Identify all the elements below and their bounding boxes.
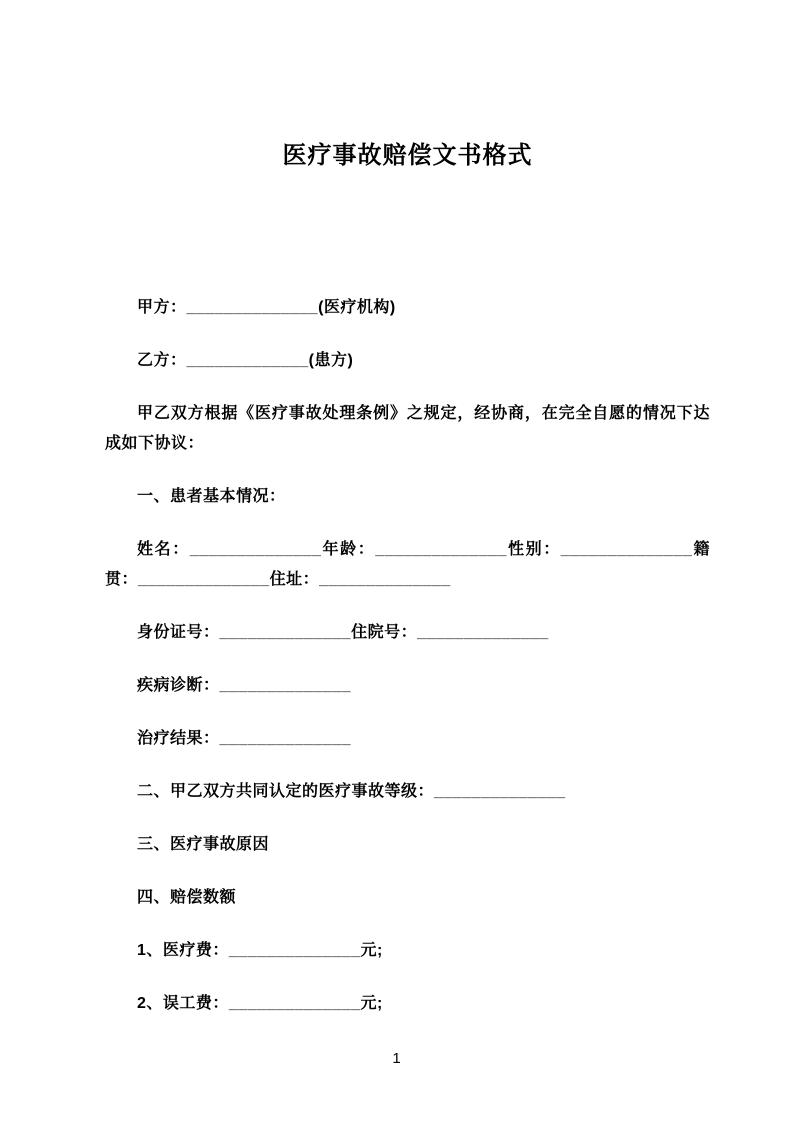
document-title: 医疗事故赔偿文书格式 [282,142,533,169]
intro-paragraph: 甲乙双方根据《医疗事故处理条例》之规定，经协商，在完全自愿的情况下达成如下协议： [105,405,710,452]
page-number: 1 [392,1050,401,1067]
section1-heading: 一、患者基本情况： [137,488,286,505]
section2-heading: 二、甲乙双方共同认定的医疗事故等级：______________ [137,783,566,800]
compensation-item-2: 2、误工费：______________元; [137,995,383,1012]
party-b-line: 乙方：_____________(患方) [137,352,354,369]
party-a-line: 甲方：______________(医疗机构) [137,299,396,316]
diagnosis-line: 疾病诊断：______________ [137,677,352,694]
compensation-item-1: 1、医疗费：______________元; [137,942,383,959]
patient-info-line: 姓名：______________年龄：______________性别：______________籍贯：______________住址：______________ [105,541,710,588]
section3-heading: 三、医疗事故原因 [137,836,270,853]
treatment-result-line: 治疗结果：______________ [137,730,352,747]
id-and-admission-line: 身份证号：______________住院号：______________ [137,624,549,641]
section4-heading: 四、赔偿数额 [137,889,237,906]
